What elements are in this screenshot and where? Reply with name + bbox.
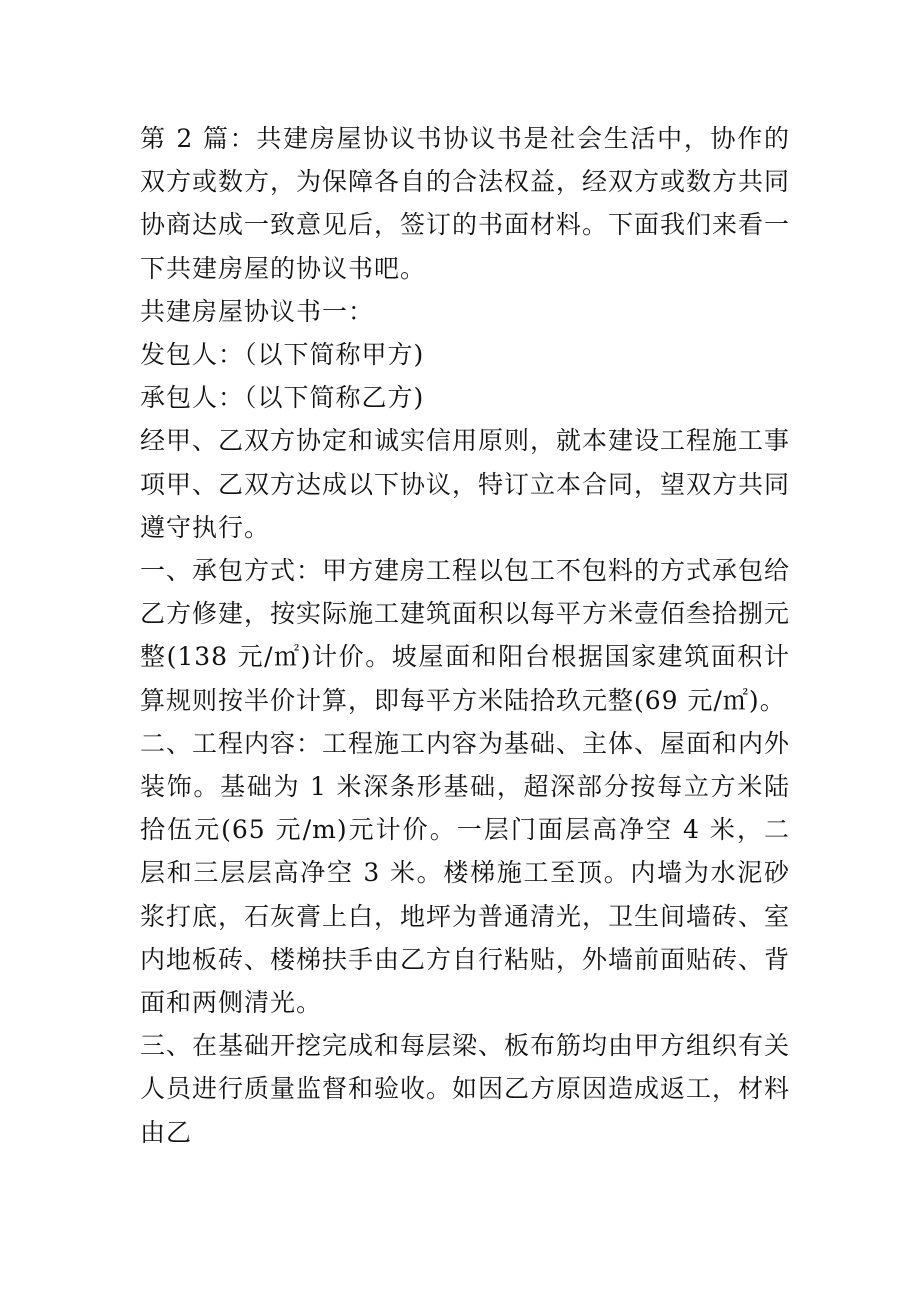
- paragraph-preamble: 经甲、乙双方协定和诚实信用原则，就本建设工程施工事项甲、乙双方达成以下协议，特订立本合同，望双方共同遵守执行。: [140, 426, 791, 542]
- paragraph-contractor-party-a: 发包人：（以下简称甲方): [140, 340, 425, 370]
- paragraph-clause-2: 二、工程内容：工程施工内容为基础、主体、屋面和内外装饰。基础为 1 米深条形基础，超深部分按每立方米陆拾伍元(65 元/m)元计价。一层门面层高净空 4 米，二层和三层层高净空 3 米。楼梯施工至顶。内墙为水泥砂浆打底，石灰膏上白，地坪为普通清光，卫生间墙砖、室内地板砖、楼梯扶手由乙方自行粘贴，外墙前面贴砖、背面和两侧清光。: [140, 728, 791, 1018]
- paragraph-clause-1: 一、承包方式：甲方建房工程以包工不包料的方式承包给乙方修建，按实际施工建筑面积以每平方米壹佰叁拾捌元整(138 元/㎡)计价。坡屋面和阳台根据国家建筑面积计算规则按半价计算，即每平方米陆拾玖元整(69 元/㎡)。: [140, 556, 791, 715]
- paragraph-intro: 第 2 篇：共建房屋协议书协议书是社会生活中，协作的双方或数方，为保障各自的合法权益，经双方或数方共同协商达成一致意见后，签订的书面材料。下面我们来看一下共建房屋的协议书吧。: [140, 124, 791, 283]
- paragraph-agreement-title: 共建房屋协议书一：: [140, 296, 375, 326]
- paragraph-contractor-party-b: 承包人：（以下简称乙方): [140, 383, 425, 413]
- paragraph-clause-3: 三、在基础开挖完成和每层梁、板布筋均由甲方组织有关人员进行质量监督和验收。如因乙方原因造成返工，材料由乙: [140, 1031, 791, 1147]
- document-body: [140, 117, 790, 1154]
